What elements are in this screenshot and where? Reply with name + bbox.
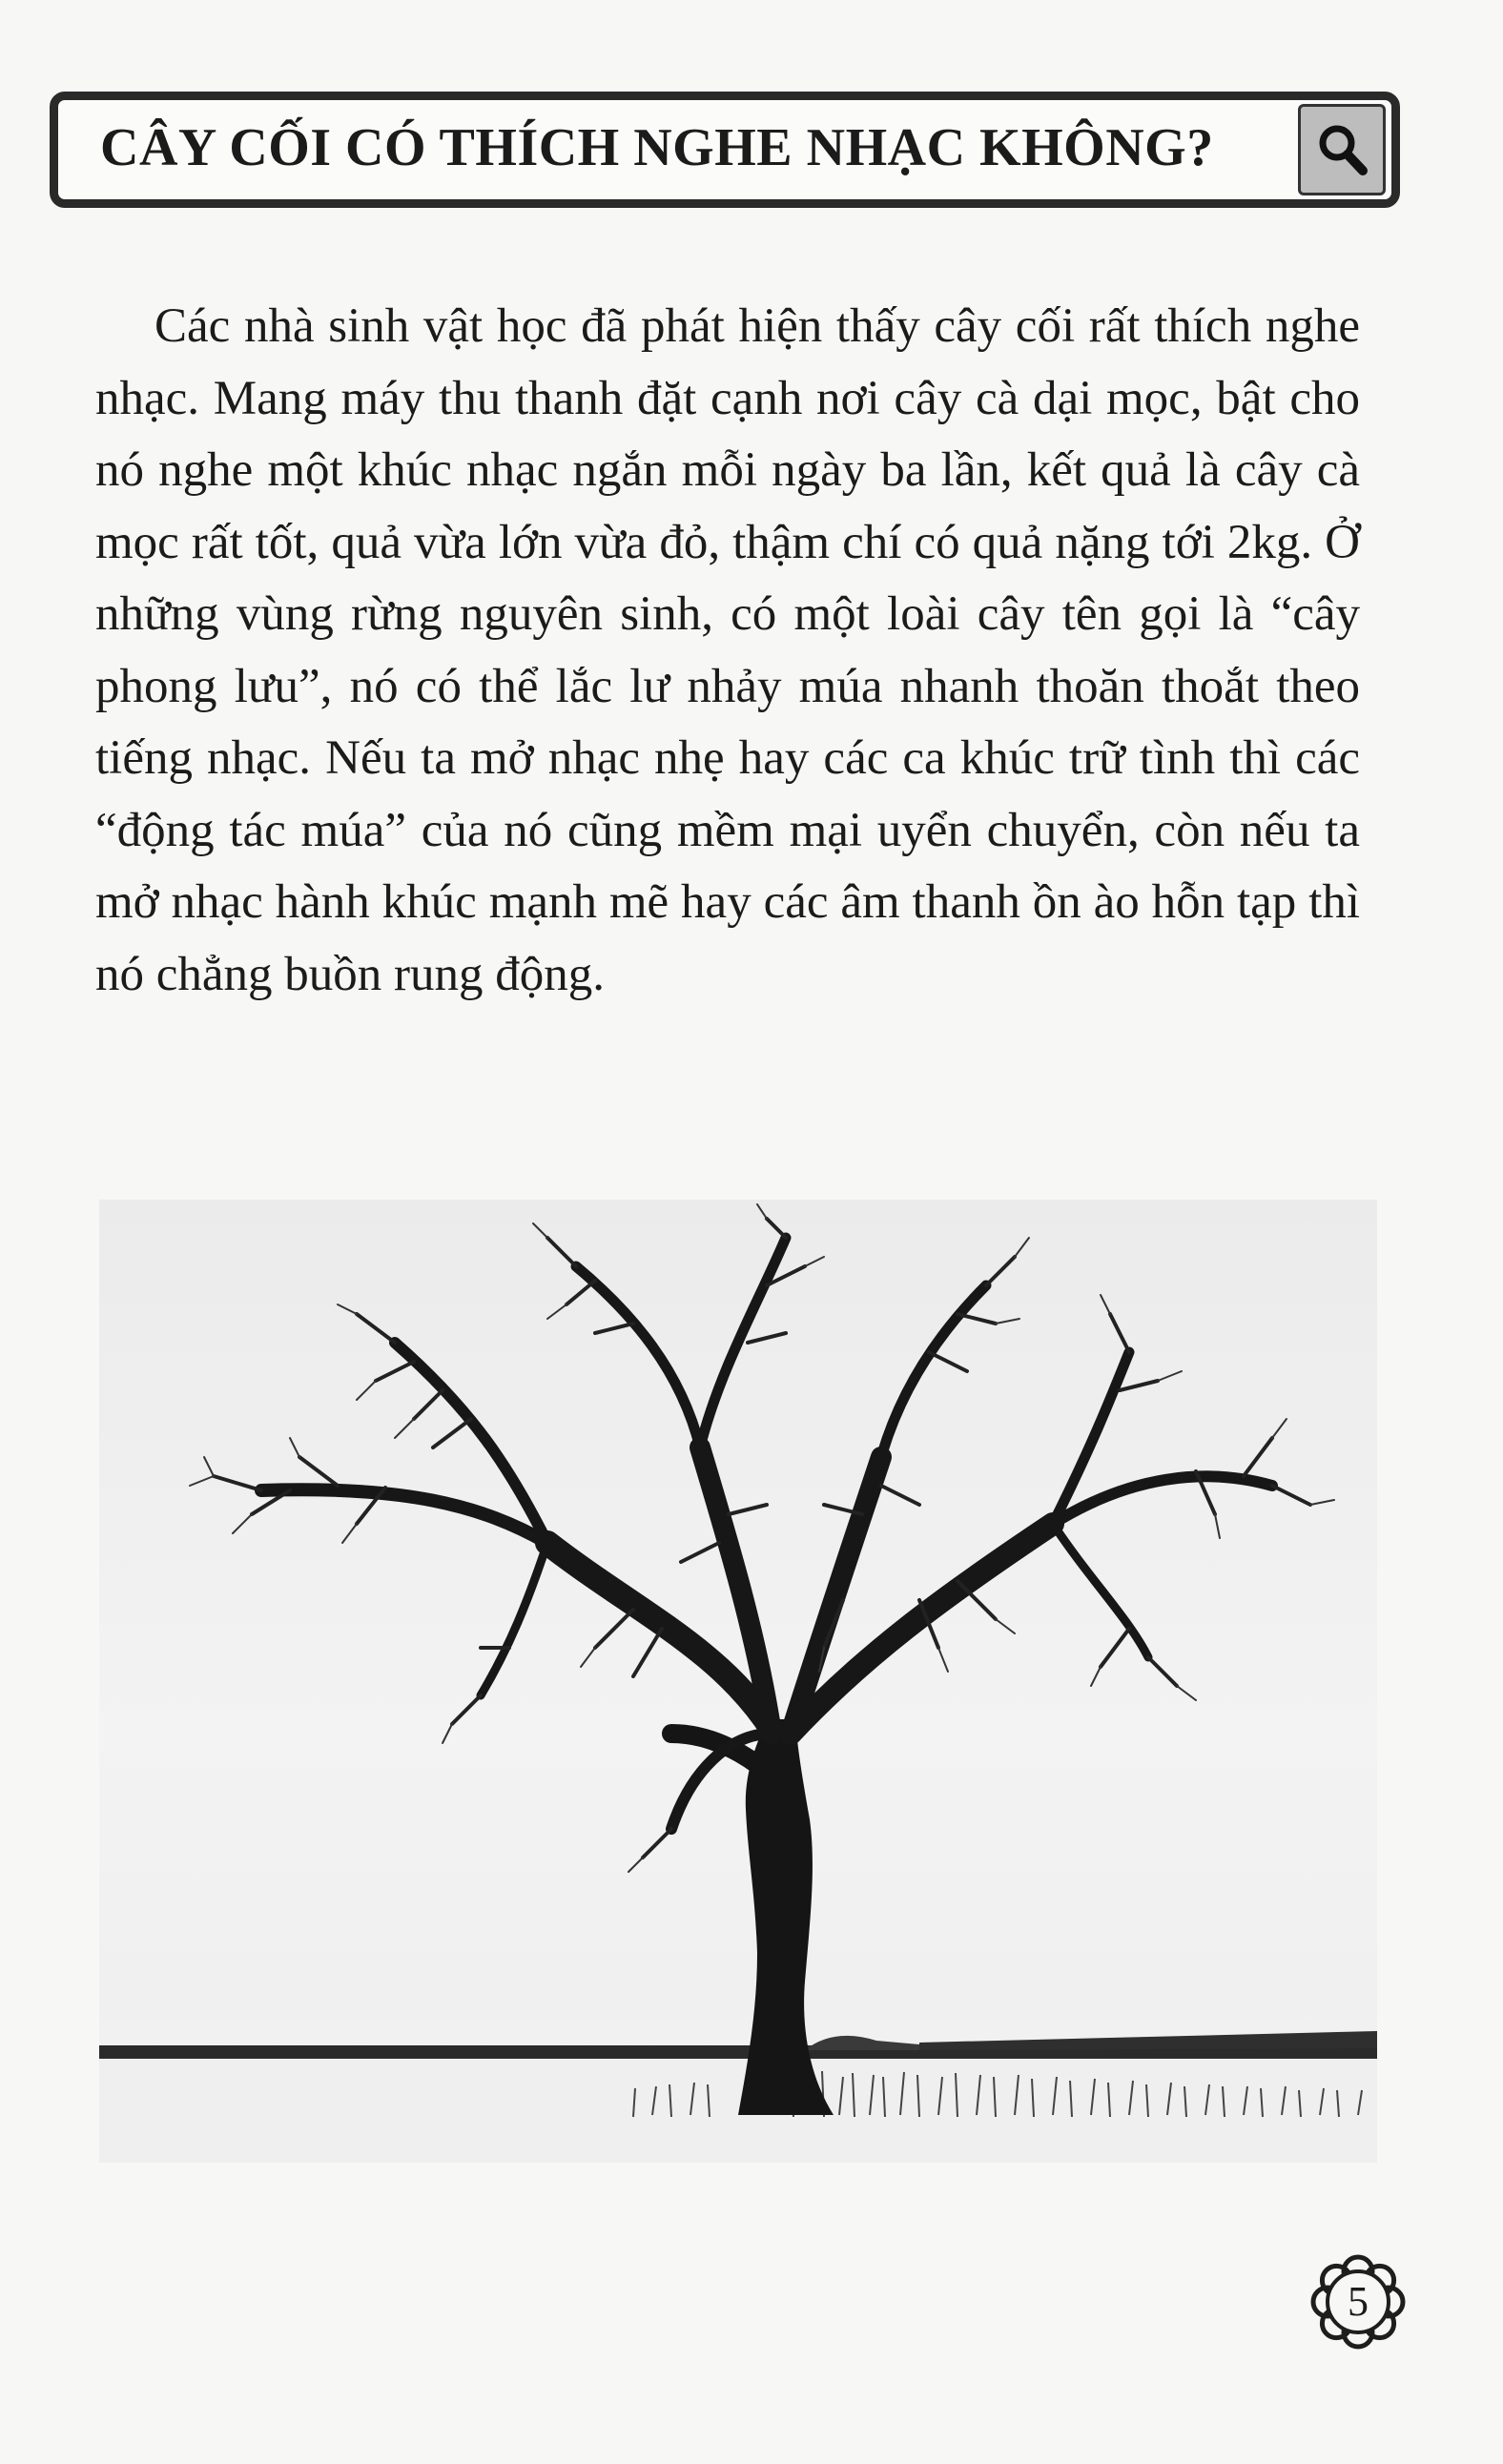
page-number: 5 [1348, 2278, 1369, 2325]
tree-photo [99, 1200, 1377, 2163]
article-paragraph: Các nhà sinh vật học đã phát hiện thấy cây cối rất thích nghe nhạc. Mang máy thu thanh đặt cạnh nơi cây cà dại mọc, bật cho nó nghe một khúc nhạc ngắn mỗi ngày ba lần, kết quả là cây cà mọc rất tốt, quả vừa lớn vừa đỏ, thậm chí có quả nặng tới 2kg. Ở những vùng rừng nguyên sinh, có một loài cây tên gọi là “cây phong lưu”, nó có thể lắc lư nhảy múa nhanh thoăn thoắt theo tiếng nhạc. Nếu ta mở nhạc nhẹ hay các ca khúc trữ tình thì các “động tác múa” của nó cũng mềm mại uyển chuyển, còn nếu ta mở nhạc hành khúc mạnh mẽ hay các âm thanh ồn ào hỗn tạp thì nó chẳng buồn rung động. [95, 299, 1360, 1001]
title-box [50, 92, 1400, 208]
search-icon [1316, 122, 1369, 179]
page-title: CÂY CỐI CÓ THÍCH NGHE NHẠC KHÔNG? [100, 118, 1214, 177]
page-number-badge [1308, 2252, 1408, 2351]
search-badge [1298, 104, 1386, 195]
